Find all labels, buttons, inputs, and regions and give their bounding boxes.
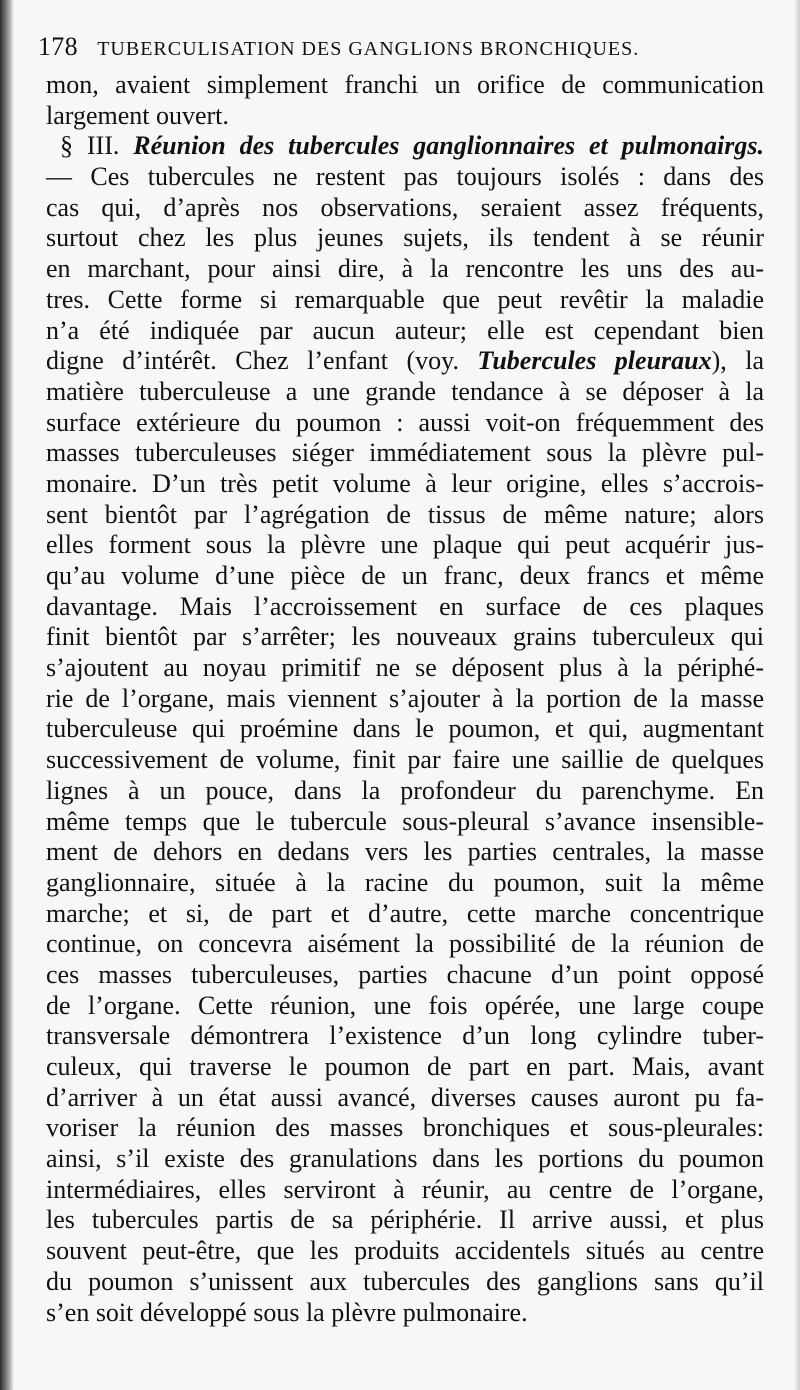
text-line: — Ces tubercules ne restent pas toujours isolés : dans des	[46, 162, 764, 192]
text-line: lignes à un pouce, dans la profondeur du parenchyme. En	[46, 775, 764, 805]
body-text	[46, 70, 764, 1328]
text-line: successivement de volume, finit par faire une saillie de quelques	[46, 745, 764, 775]
text-line: cas qui, d’après nos observations, seraient assez fréquents,	[46, 192, 764, 222]
text-line: en marchant, pour ainsi dire, à la rencontre les uns des au-	[46, 254, 764, 284]
text-line: ment de dehors en dedans vers les parties centrales, la masse	[46, 837, 764, 867]
text-line: s’en soit développé sous la plèvre pulmonaire.	[46, 1297, 528, 1327]
text-line: les tubercules partis de sa périphérie. Il arrive aussi, et plus	[46, 1205, 764, 1235]
text-line: tres. Cette forme si remarquable que peut revêtir la maladie	[46, 284, 764, 314]
text-line: marche; et si, de part et d’autre, cette marche concentrique	[46, 898, 764, 928]
text-line: mon, avaient simplement franchi un orifice de communication	[46, 70, 764, 99]
text-line: n’a été indiquée par aucun auteur; elle est cependant bien	[46, 315, 764, 345]
text-line: intermédiaires, elles serviront à réunir, au centre de l’organe,	[46, 1174, 764, 1204]
page-header	[38, 32, 770, 68]
text-line: elles forment sous la plèvre une plaque qui peut acquérir jus-	[46, 530, 764, 560]
text-line: sent bientôt par l’agrégation de tissus de même nature; alors	[46, 499, 764, 529]
text-line: du poumon s’unissent aux tubercules des ganglions sans qu’il	[46, 1266, 764, 1296]
section-mark: § III.	[60, 131, 120, 161]
text-line: même temps que le tubercule sous-pleural s’avance insensible-	[46, 806, 764, 836]
text-line: largement ouvert.	[46, 100, 229, 130]
text-fragment: digne d’intérêt. Chez l’enfant (voy.	[46, 346, 459, 376]
text-line: souvent peut-être, que les produits accidentels situés au centre	[46, 1236, 764, 1266]
running-title: TUBERCULISATION DES GANGLIONS BRONCHIQUES.	[97, 38, 640, 60]
text-line: surtout chez les plus jeunes sujets, ils tendent à se réunir	[46, 223, 764, 253]
text-line: masses tuberculeuses siéger immédiatement sous la plèvre pul-	[46, 438, 764, 468]
section-title: Réunion des tubercules ganglionnaires et pulmonairgs.	[133, 131, 764, 161]
page-number: 178	[38, 32, 78, 61]
italic-reference: Tubercules pleuraux	[477, 346, 712, 376]
text-line: surface extérieure du poumon : aussi voit-on fréquemment des	[46, 407, 764, 437]
text-line: tuberculeuse qui proémine dans le poumon, et qui, augmentant	[46, 714, 764, 744]
text-line: rie de l’organe, mais viennent s’ajouter à la portion de la masse	[46, 683, 764, 713]
text-line: ces masses tuberculeuses, parties chacune d’un point opposé	[46, 959, 764, 989]
text-line: de l’organe. Cette réunion, une fois opérée, une large coupe	[46, 990, 764, 1020]
text-line: d’arriver à un état aussi avancé, diverses causes auront pu fa-	[46, 1082, 764, 1112]
text-line: monaire. D’un très petit volume à leur origine, elles s’accrois-	[46, 468, 764, 498]
text-line-with-italic	[46, 346, 764, 377]
text-line: qu’au volume d’une pièce de un franc, deux francs et même	[46, 561, 764, 590]
text-line: transversale démontrera l’existence d’un long cylindre tuber-	[46, 1021, 764, 1051]
text-line: culeux, qui traverse le poumon de part en part. Mais, avant	[46, 1052, 764, 1081]
text-line: finit bientôt par s’arrêter; les nouveaux grains tuberculeux qui	[46, 622, 764, 652]
text-fragment: ), la	[711, 346, 764, 376]
text-line: ganglionnaire, située à la racine du poumon, suit la même	[46, 867, 764, 897]
text-line: ainsi, s’il existe des granulations dans les portions du poumon	[46, 1144, 764, 1174]
text-line: voriser la réunion des masses bronchiques et sous-pleurales:	[46, 1113, 764, 1143]
text-line: matière tuberculeuse a une grande tendance à se déposer à la	[46, 376, 764, 406]
text-line: continue, on concevra aisément la possibilité de la réunion de	[46, 929, 764, 959]
text-line: s’ajoutent au noyau primitif ne se déposent plus à la périphé-	[46, 653, 764, 683]
page-edge-right	[794, 0, 800, 1390]
text-line: davantage. Mais l’accroissement en surface de ces plaques	[46, 591, 764, 621]
page-edge-shadow	[0, 0, 14, 1390]
section-heading	[46, 131, 764, 162]
